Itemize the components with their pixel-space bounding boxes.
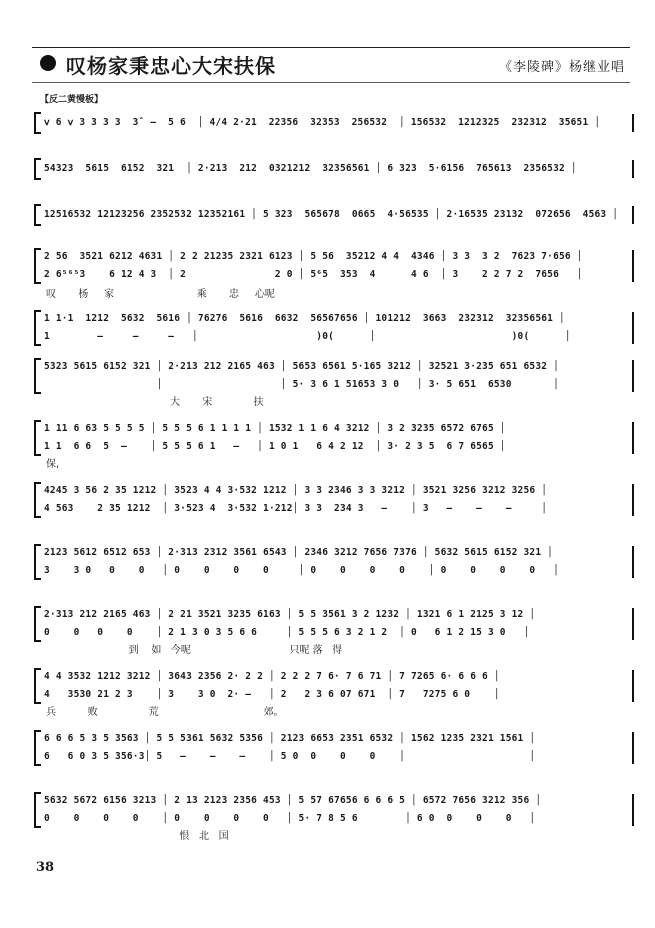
notation-line: 12516532 12123256 2352532 12352161 │ 5 323 565678 0665 4·56535 │ 2·16535 23132 072656 4563 │: [44, 209, 619, 220]
score-system-11: [34, 668, 634, 704]
notation-line-lower: 4 3530 21 2 3 │ 3 3 0 2· — │ 2 2 3 6 07 671 │ 7 7275 6 0 │: [44, 689, 500, 700]
end-barline: [632, 484, 634, 516]
lyric-line: 兵 败 荒 郊。: [46, 707, 284, 718]
page-title: 叹杨家秉忠心大宋扶保: [66, 54, 276, 78]
lyric-line: 保,: [46, 459, 60, 470]
notation-line-upper: 4 4 3532 1212 3212 │ 3643 2356 2· 2 2 │ 2 2 2 7 6· 7 6 71 │ 7 7265 6· 6 6 6 │: [44, 671, 500, 682]
score-system-6: [34, 358, 634, 394]
lyric-line: 大 宋 扶: [46, 397, 264, 408]
score-system-10: [34, 606, 634, 642]
system-brace: [34, 204, 41, 226]
system-brace: [34, 358, 41, 394]
score-system-3: [34, 204, 634, 226]
system-brace: [34, 310, 41, 346]
system-brace: [34, 420, 41, 456]
notation-line-upper: 5323 5615 6152 321 │ 2·213 212 2165 463 │ 5653 6561 5·165 3212 │ 32521 3·235 651 6532 │: [44, 361, 559, 372]
notation-line-upper: 2·313 212 2165 463 │ 2 21 3521 3235 6163 │ 5 5 3561 3 2 1232 │ 1321 6 1 2125 3 12 │: [44, 609, 536, 620]
end-barline: [632, 608, 634, 640]
notation-line-upper: 6 6 6 5 3 5 3563 │ 5 5 5361 5632 5356 │ 2123 6653 2351 6532 │ 1562 1235 2321 1561 │: [44, 733, 536, 744]
notation-line-upper: 1 11 6 63 5 5 5 5 │ 5 5 5 6 1 1 1 1 │ 1532 1 1 6 4 3212 │ 3 2 3235 6572 6765 │: [44, 423, 506, 434]
notation-line-lower: 0 0 0 0 │ 0 0 0 0 │ 5· 7 8 5 6 │ 6 0 0 0 0 │: [44, 813, 536, 824]
notation-line-upper: 2 56 3521 6212 4631 │ 2 2 21235 2321 6123 │ 5 56 35212 4 4 4346 │ 3 3 3 2 7623 7·656 │: [44, 251, 583, 262]
system-brace: [34, 248, 41, 284]
score-system-13: [34, 792, 634, 828]
score-system-12: [34, 730, 634, 766]
notation-line-upper: 5632 5672 6156 3213 │ 2 13 2123 2356 453 │ 5 57 67656 6 6 6 5 │ 6572 7656 3212 356 │: [44, 795, 542, 806]
system-brace: [34, 112, 41, 134]
notation-line-lower: 4 563 2 35 1212 │ 3·523 4 3·532 1·212│ 3 3 234 3 — │ 3 — — — │: [44, 503, 548, 514]
notation-line-lower: 6 6 0 3 5 356·3│ 5 — — — │ 5 0 0 0 0 │ │: [44, 751, 536, 762]
source-attribution: 《李陵碑》杨继业唱: [498, 60, 625, 75]
notation-line-upper: 4245 3 56 2 35 1212 │ 3523 4 4 3·532 1212 │ 3 3 2346 3 3 3212 │ 3521 3256 3212 3256 │: [44, 485, 548, 496]
notation-line: 54323 5615 6152 321 │ 2·213 212 0321212 32356561 │ 6 323 5·6156 765613 2356532 │: [44, 163, 577, 174]
score-system-5: [34, 310, 634, 346]
end-barline: [632, 250, 634, 282]
lyric-line: 到 如 今呢 只呢 落 得: [46, 645, 343, 656]
notation-line-lower: 0 0 0 0 │ 2 1 3 0 3 5 6 6 │ 5 5 5 6 3 2 1 2 │ 0 6 1 2 15 3 0 │: [44, 627, 530, 638]
notation-line-upper: 2123 5612 6512 653 │ 2·313 2312 3561 6543 │ 2346 3212 7656 7376 │ 5632 5615 6152 321 │: [44, 547, 554, 558]
score-system-7: [34, 420, 634, 456]
notation-line-lower: │ │ 5· 3 6 1 51653 3 0 │ 3· 5 651 6530 │: [44, 379, 559, 390]
end-barline: [632, 360, 634, 392]
notation-line-upper: 1 1·1 1212 5632 5616 │ 76276 5616 6632 56567656 │ 101212 3663 232312 32356561 │: [44, 313, 565, 324]
end-barline: [632, 732, 634, 764]
lyric-line: 恨 北 国: [46, 831, 229, 842]
header-top-rule: [32, 47, 630, 48]
system-brace: [34, 482, 41, 518]
end-barline: [632, 312, 634, 344]
score-system-2: [34, 158, 634, 180]
end-barline: [632, 546, 634, 578]
header-bottom-rule: [32, 82, 630, 83]
notation-line: ⅴ 6 ⅴ 3 3 3 3 3̂ — 5 6 │ 4/4 2·21 22356 32353 256532 │ 156532 1212325 232312 35651 │: [44, 117, 601, 128]
tempo-marking: 【反二黄慢板】: [40, 95, 104, 105]
system-brace: [34, 158, 41, 180]
lyric-line: 叹 杨 家 乘 忠 心呢: [46, 289, 275, 300]
end-barline: [632, 422, 634, 454]
system-brace: [34, 606, 41, 642]
end-barline: [632, 206, 634, 224]
system-brace: [34, 544, 41, 580]
system-brace: [34, 668, 41, 704]
notation-line-lower: 2 6⁵⁶⁵3 6 12 4 3 │ 2 2 0 │ 5⁶5 353 4 4 6 │ 3 2 2 7 2 7656 │: [44, 269, 583, 280]
notation-line-lower: 1 — — — │ )0( │ )0( │: [44, 331, 571, 342]
system-brace: [34, 792, 41, 828]
end-barline: [632, 794, 634, 826]
page-number: 38: [36, 860, 55, 875]
score-system-4: [34, 248, 634, 284]
score-system-9: [34, 544, 634, 580]
notation-line-lower: 3 3 0 0 0 │ 0 0 0 0 │ 0 0 0 0 │ 0 0 0 0 │: [44, 565, 559, 576]
score-system-8: [34, 482, 634, 518]
end-barline: [632, 160, 634, 178]
system-brace: [34, 730, 41, 766]
score-system-1: [34, 112, 634, 134]
bullet-icon: [40, 55, 56, 71]
notation-line-lower: 1 1 6 6 5 — │ 5 5 5 6 1 — │ 1 0 1 6 4 2 12 │ 3· 2 3 5 6 7 6565 │: [44, 441, 506, 452]
end-barline: [632, 114, 634, 132]
end-barline: [632, 670, 634, 702]
